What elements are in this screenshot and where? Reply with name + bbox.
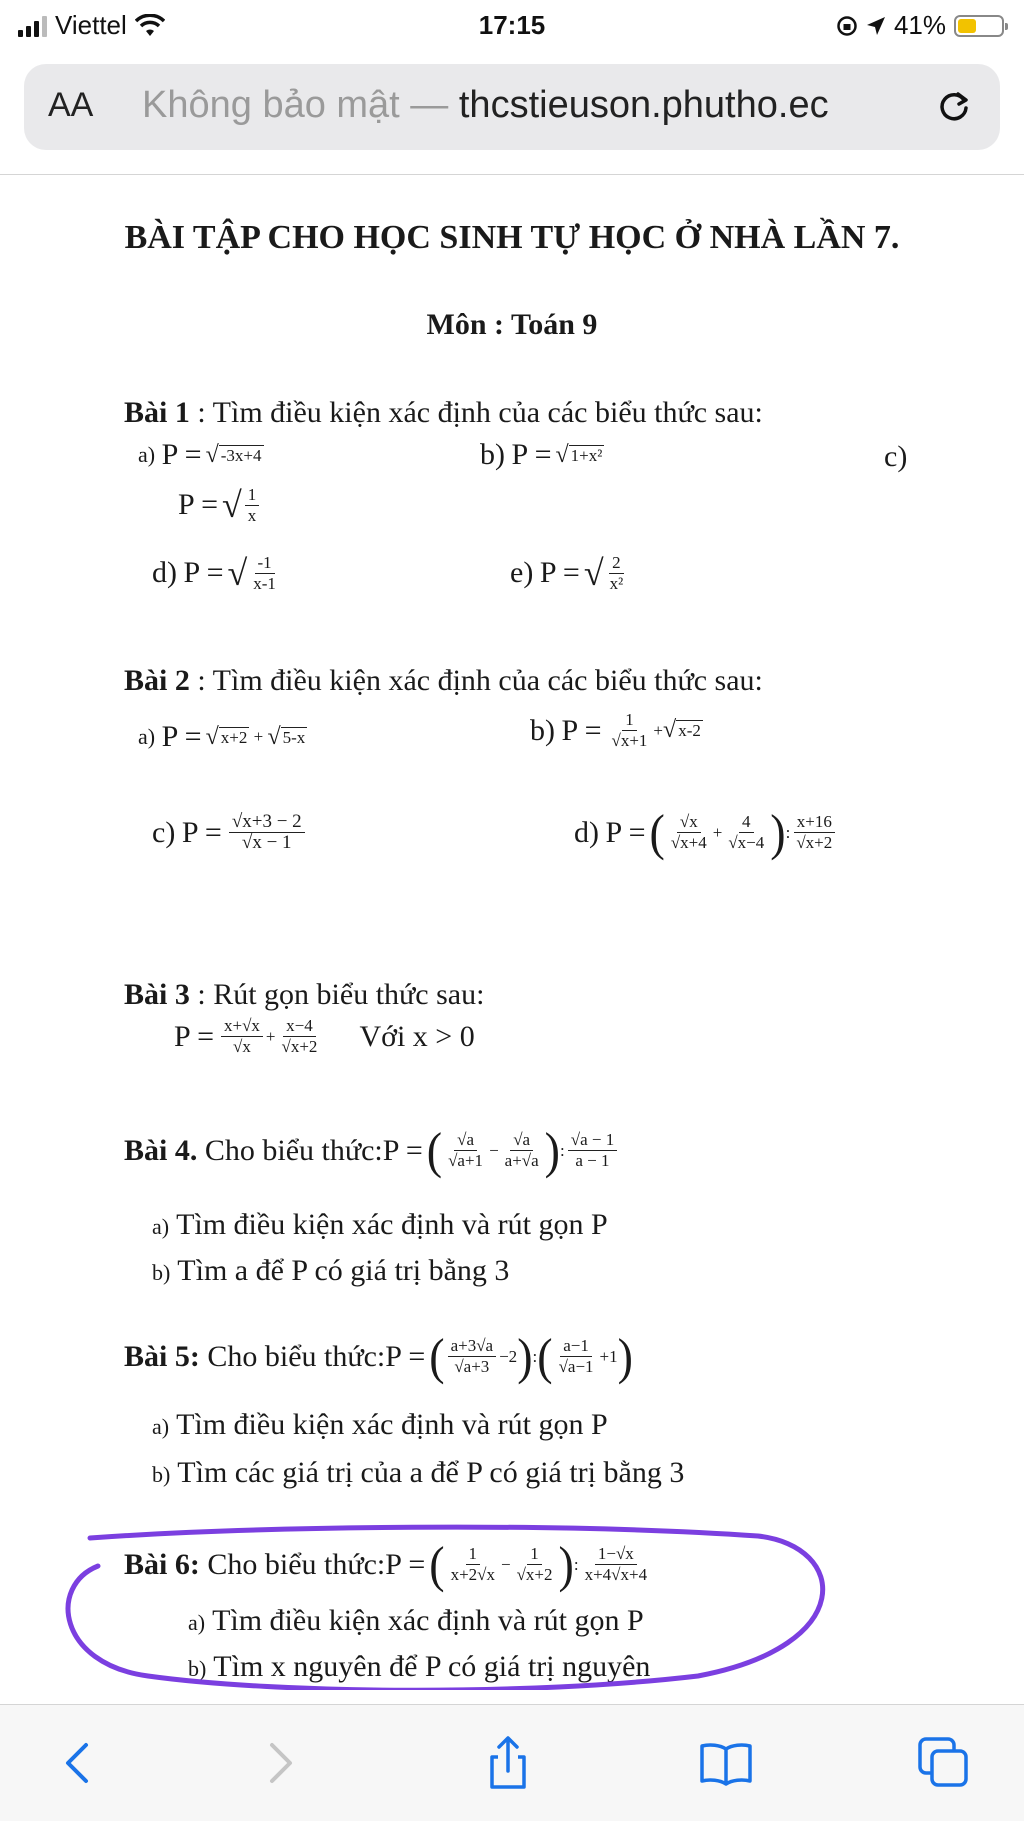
bai2-a: a) P = √ x+2 + √ 5-x bbox=[138, 720, 306, 753]
share-icon[interactable] bbox=[478, 1733, 538, 1793]
battery-icon bbox=[954, 15, 1004, 37]
bai3-heading: Bài 3 : Rút gọn biểu thức sau: bbox=[124, 978, 485, 1011]
bookmarks-icon[interactable] bbox=[696, 1733, 756, 1793]
security-label: Không bảo mật — bbox=[142, 84, 449, 126]
status-bar bbox=[0, 0, 1024, 56]
carrier-name: Viettel bbox=[55, 10, 127, 40]
bai6-b: b) Tìm x nguyên để P có giá trị nguyên bbox=[188, 1650, 651, 1683]
reload-icon[interactable] bbox=[934, 86, 974, 126]
tabs-icon[interactable] bbox=[914, 1733, 974, 1793]
url-field[interactable] bbox=[142, 84, 942, 127]
document-page bbox=[0, 174, 1024, 1704]
status-right bbox=[836, 10, 1004, 41]
bai5-a: a) Tìm điều kiện xác định và rút gọn P bbox=[152, 1408, 608, 1441]
bai3-expr: P = $\frac{x+√x}{√x}$ + $\frac{x-4}{√x+2}$ Với x > 0 bbox=[174, 1016, 475, 1056]
bai3-condition: Với x > 0 bbox=[359, 1019, 475, 1053]
bai6-a: a) Tìm điều kiện xác định và rút gọn P bbox=[188, 1604, 644, 1637]
bai1-a: a) P = √ -3x+4 bbox=[138, 438, 262, 471]
bai4-heading: Bài 4. Cho biểu thức: P = ( $\frac{√a}{√a+1}$ − $\frac{√a}{a+√a}$ ) : $\frac{√a - 1}{a - 1}$ bbox=[124, 1124, 620, 1177]
bai1-b: b) P = √ 1+x² bbox=[480, 438, 603, 471]
browser-address-area bbox=[0, 56, 1024, 175]
bai1-e: e) P = √ $\frac{2}{\text{x²}}$ bbox=[510, 552, 624, 593]
bai1-d: d) P = √ $\frac{-1}{x-1}$ bbox=[152, 552, 276, 593]
url-domain: thcstieuson.phutho.ec bbox=[458, 84, 829, 126]
bai2-heading: Bài 2 : Tìm điều kiện xác định của các biểu thức sau: bbox=[124, 664, 763, 697]
orientation-lock-icon bbox=[836, 15, 858, 37]
bai4-a: a) Tìm điều kiện xác định và rút gọn P bbox=[152, 1208, 608, 1241]
back-icon[interactable] bbox=[48, 1733, 108, 1793]
bai1-c-label: c) bbox=[884, 440, 908, 473]
address-bar[interactable] bbox=[24, 64, 1000, 150]
bai5-b: b) Tìm các giá trị của a để P có giá trị bằng 3 bbox=[152, 1456, 685, 1489]
forward-icon[interactable] bbox=[250, 1733, 310, 1793]
bai2-c: c) P = $\frac{√x+3 - 2}{√x - 1}$ bbox=[152, 812, 308, 853]
bai2-b: b) P = $\frac{1}{√x+1}$ + √ x-2 bbox=[530, 710, 701, 750]
highlight-circle bbox=[58, 1522, 838, 1690]
location-icon bbox=[866, 16, 886, 36]
page-subtitle: Môn : Toán 9 bbox=[426, 308, 598, 341]
bai1-c: P = √ $\frac{1}{x}$ bbox=[178, 484, 262, 526]
bai2-d: d) P = ( $\frac{√x}{√x+4}$ + $\frac{4}{√x-4}$ ) : $\frac{x+16}{√x+2}$ bbox=[574, 806, 838, 859]
text-size-button[interactable]: AA bbox=[48, 86, 94, 124]
bai4-b: b) Tìm a để P có giá trị bằng 3 bbox=[152, 1254, 510, 1287]
browser-toolbar bbox=[0, 1704, 1024, 1821]
battery-percent: 41% bbox=[893, 10, 946, 40]
page-title: BÀI TẬP CHO HỌC SINH TỰ HỌC Ở NHÀ LẦN 7. bbox=[124, 219, 900, 256]
bai5-heading: Bài 5: Cho biểu thức: P = ( $\frac{a+3√a}{√a+3}$ −2 ) : ( $\frac{a-1}{√a-1}$ +1 ) bbox=[124, 1328, 633, 1385]
clock: 17:15 bbox=[478, 10, 546, 40]
bai1-heading: Bài 1 : Tìm điều kiện xác định của các biểu thức sau: bbox=[124, 396, 763, 429]
bai6-heading: Bài 6: Cho biểu thức: P = ( $\frac{1}{x+2√x}$ − $\frac{1}{√x+2}$ ) : $\frac{1-√x}{x+4√x+4}$ bbox=[124, 1536, 648, 1593]
